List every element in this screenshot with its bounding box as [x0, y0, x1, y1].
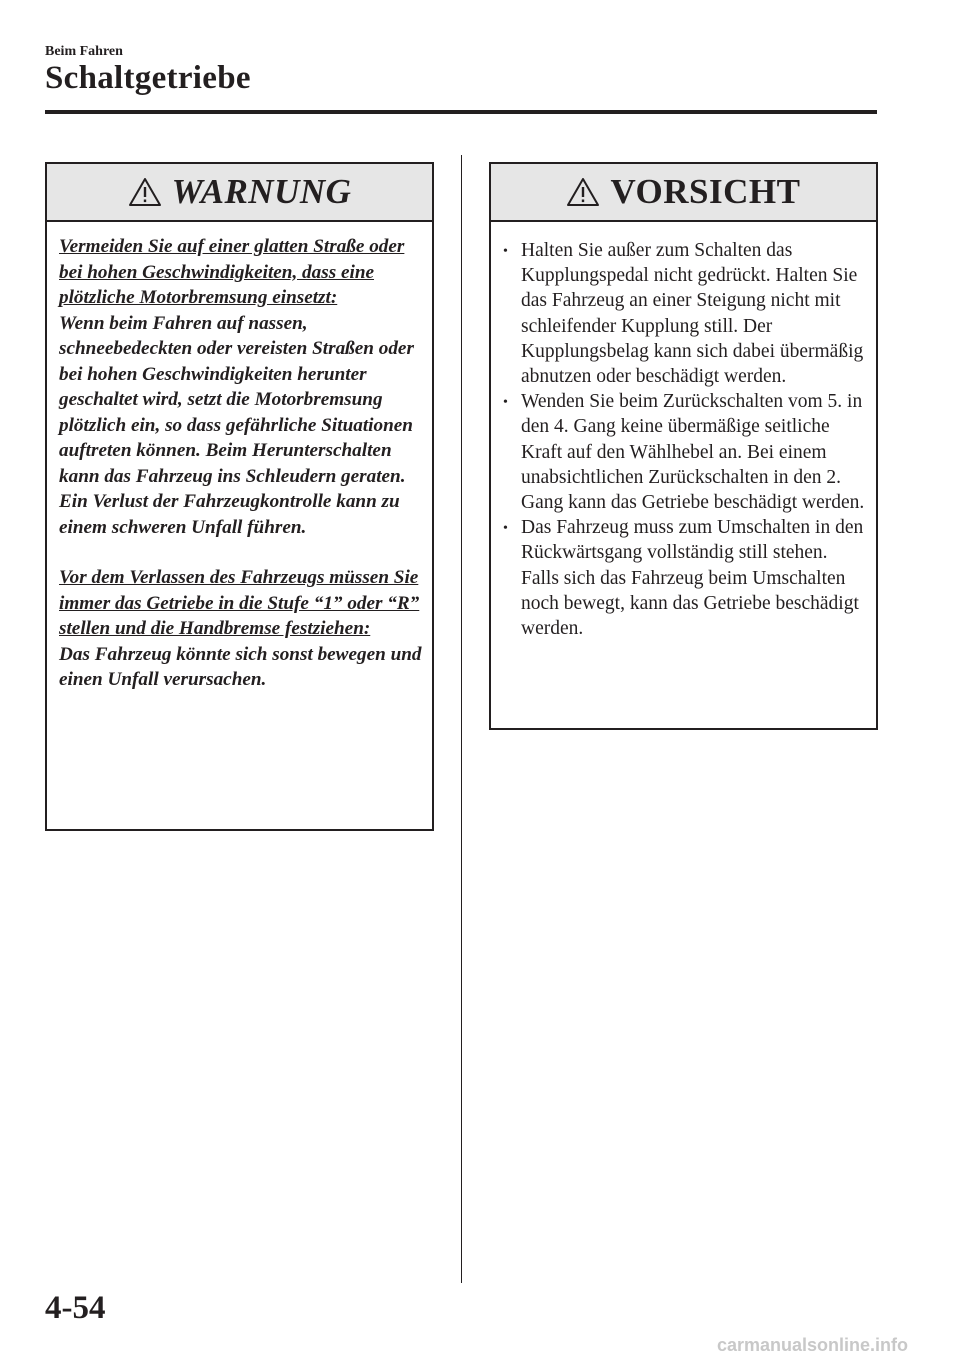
- header-rule: [45, 110, 877, 114]
- column-divider: [461, 155, 462, 1283]
- warning-item2-title: Vor dem Verlassen des Fahrzeugs müssen Sie immer das Getriebe in die Stufe “1” oder “R” stellen und die Handbremse festziehen:: [59, 567, 420, 639]
- bullet-dot: •: [503, 244, 508, 259]
- list-item: [503, 515, 868, 641]
- caution-bullet-2: Wenden Sie beim Zurückschalten vom 5. in den 4. Gang keine übermäßige seitliche Kraft auf den Wählhebel an. Bei einem unabsichtlichen Zurückschalten in den 2. Gang kann das Getriebe beschädigt werden.: [521, 391, 865, 514]
- page-number: 4-54: [45, 1290, 106, 1326]
- list-item: [503, 389, 868, 515]
- caution-box: [489, 162, 878, 730]
- bullet-dot: •: [503, 395, 508, 411]
- watermark: carmanualsonline.info: [717, 1335, 909, 1355]
- page-title: Schaltgetriebe: [45, 60, 251, 96]
- bullet-dot: •: [503, 521, 508, 537]
- warning-triangle-icon: [128, 177, 162, 207]
- warning-body: [47, 222, 432, 693]
- warning-triangle-icon: [566, 177, 600, 207]
- warning-box: [45, 162, 434, 831]
- warning-heading: WARNUNG: [171, 172, 352, 211]
- caution-bullet-1: Halten Sie außer zum Schalten das Kupplungspedal nicht gedrückt. Halten Sie das Fahrzeug an einer Steigung nicht mit schleifender Kupplung still. Der Kupplungsbelag kann sich dabei übermäßig abnutzen oder beschädigt werden.: [521, 240, 864, 388]
- warning-header: [47, 164, 432, 222]
- warning-item1-text: Wenn beim Fahren auf nassen, schneebedeckten oder vereisten Straßen oder bei hohen Geschwindigkeiten herunter geschaltet wird, setzt die Motorbremsung plötzlich ein, so dass gefährliche Situationen auftreten können. Beim Herunterschalten kann das Fahrzeug ins Schleudern geraten. Ein Verlust der Fahrzeugkontrolle kann zu einem schweren Unfall führen.: [59, 312, 414, 538]
- caution-header: [491, 164, 876, 222]
- warning-item2-text: Das Fahrzeug könnte sich sonst bewegen und einen Unfall verursachen.: [59, 643, 422, 690]
- list-item: [503, 238, 868, 389]
- caution-body: [491, 222, 876, 641]
- caution-bullet-3: Das Fahrzeug muss zum Umschalten in den Rückwärtsgang vollständig still stehen. Falls sich das Fahrzeug beim Umschalten noch bewegt, kann das Getriebe beschädigt werden.: [521, 517, 864, 640]
- section-label: Beim Fahren: [45, 44, 123, 59]
- caution-heading: VORSICHT: [610, 172, 801, 211]
- warning-item1-title: Vermeiden Sie auf einer glatten Straße oder bei hohen Geschwindigkeiten, dass eine plötzliche Motorbremsung einsetzt:: [59, 236, 405, 308]
